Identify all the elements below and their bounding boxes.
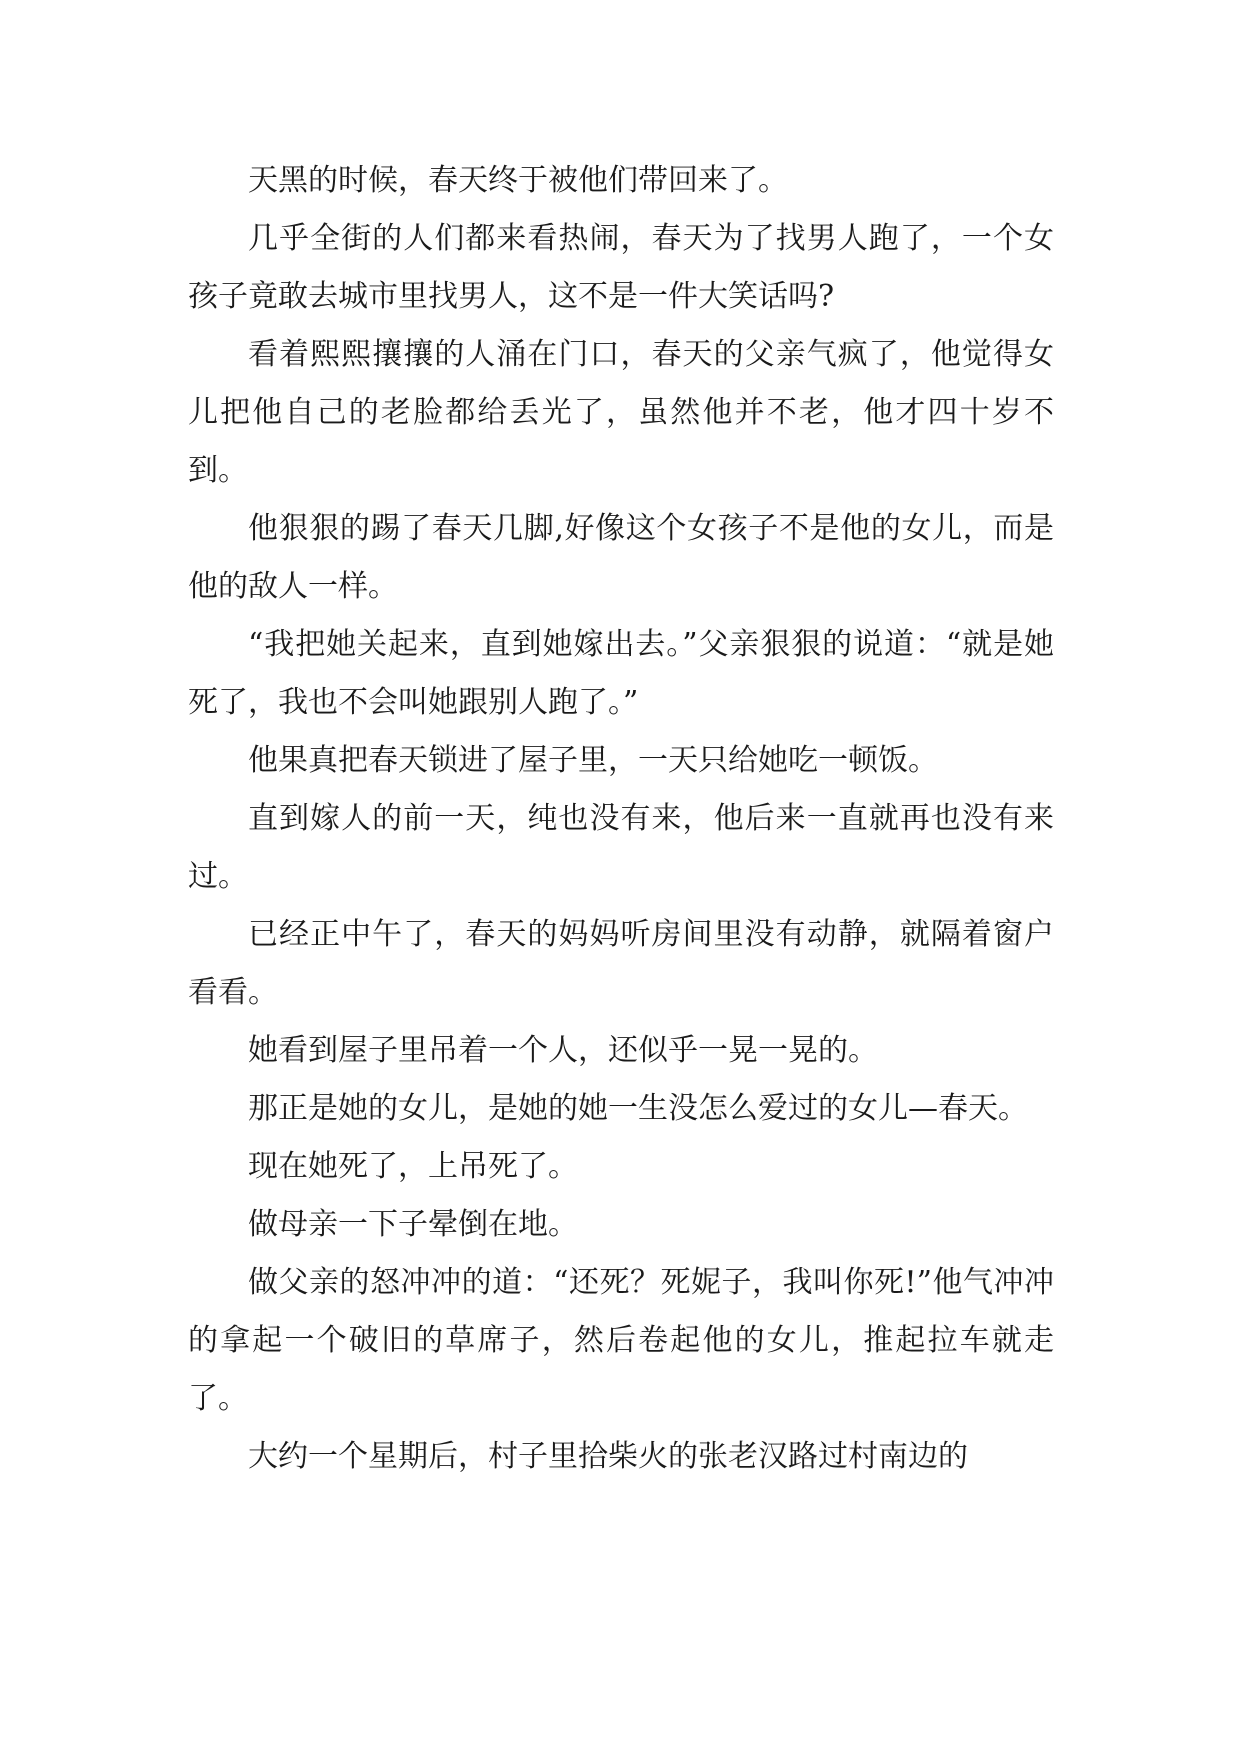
paragraph: 现在她死了，上吊死了。 bbox=[248, 1149, 578, 1184]
paragraph: “我把她关起来，直到她嫁出去。”父亲狠狠的说道：“就是她死了，我也不会叫她跟别人跑了。” bbox=[188, 627, 1054, 720]
document-body bbox=[188, 152, 1054, 1486]
paragraph: 做母亲一下子晕倒在地。 bbox=[248, 1207, 578, 1242]
paragraph: 直到嫁人的前一天，纯也没有来，他后来一直就再也没有来过。 bbox=[188, 801, 1054, 894]
paragraph: 他狠狠的踢了春天几脚,好像这个女孩子不是他的女儿，而是他的敌人一样。 bbox=[188, 511, 1054, 604]
paragraph: 几乎全街的人们都来看热闹，春天为了找男人跑了，一个女孩子竟敢去城市里找男人，这不是一件大笑话吗? bbox=[188, 221, 1054, 314]
paragraph: 看着熙熙攘攘的人涌在门口，春天的父亲气疯了，他觉得女儿把他自己的老脸都给丢光了，虽然他并不老，他才四十岁不到。 bbox=[188, 337, 1054, 488]
paragraph: 天黑的时候，春天终于被他们带回来了。 bbox=[248, 163, 788, 198]
paragraph: 她看到屋子里吊着一个人，还似乎一晃一晃的。 bbox=[248, 1033, 878, 1068]
paragraph: 那正是她的女儿，是她的她一生没怎么爱过的女儿—春天。 bbox=[248, 1091, 1028, 1126]
paragraph: 做父亲的怒冲冲的道：“还死？死妮子，我叫你死!”他气冲冲的拿起一个破旧的草席子，然后卷起他的女儿，推起拉车就走了。 bbox=[188, 1265, 1054, 1416]
paragraph: 他果真把春天锁进了屋子里，一天只给她吃一顿饭。 bbox=[248, 743, 938, 778]
paragraph: 大约一个星期后，村子里拾柴火的张老汉路过村南边的 bbox=[248, 1439, 968, 1474]
paragraph: 已经正中午了，春天的妈妈听房间里没有动静，就隔着窗户看看。 bbox=[188, 917, 1054, 1010]
